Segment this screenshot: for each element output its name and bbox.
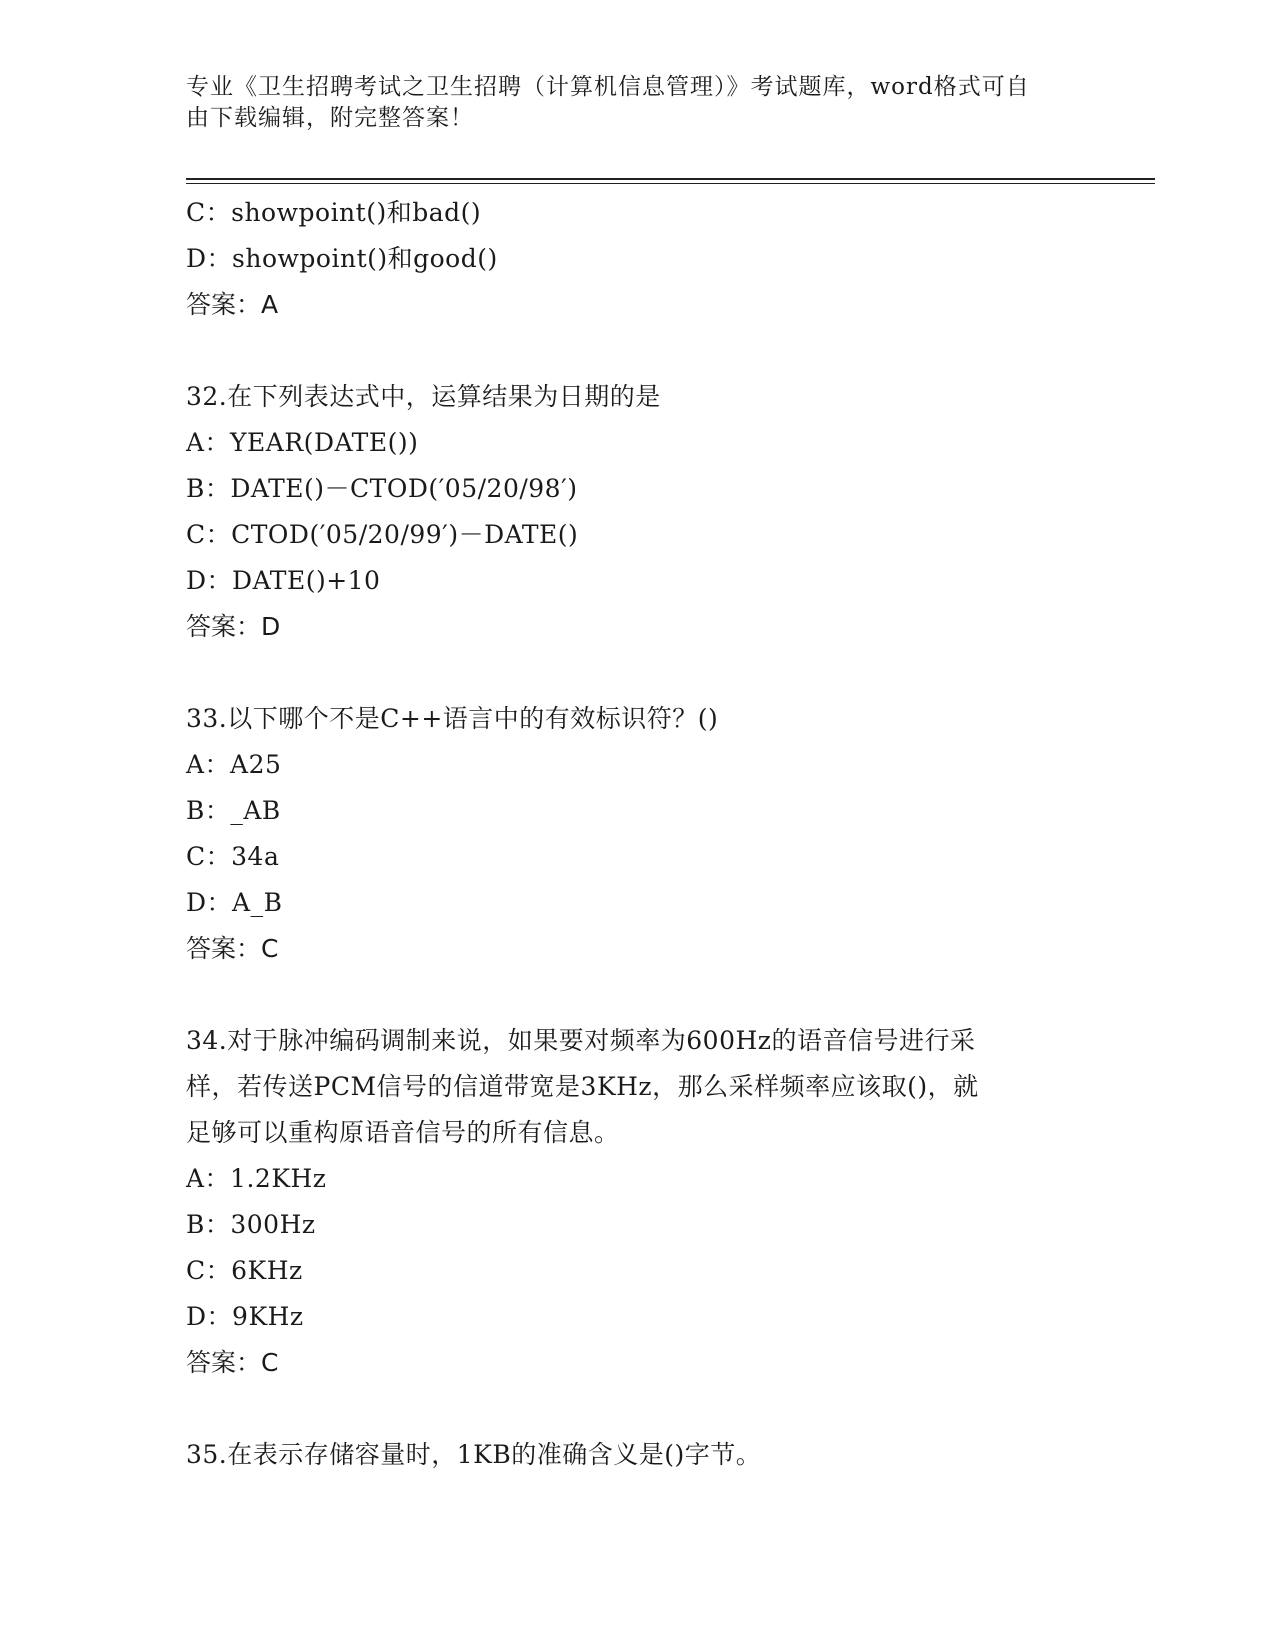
option-d: D：showpoint()和good() xyxy=(186,244,498,273)
option-d: D：A_B xyxy=(186,888,283,917)
question-text: 32.在下列表达式中，运算结果为日期的是 xyxy=(186,382,661,411)
question-34 xyxy=(186,1018,1086,1386)
option-c: C：CTOD(′05/20/99′)－DATE() xyxy=(186,520,579,549)
spacer xyxy=(186,328,1086,374)
option-b: B：DATE()－CTOD(′05/20/98′) xyxy=(186,474,578,503)
question-text-line-3: 足够可以重构原语音信号的所有信息。 xyxy=(186,1118,620,1147)
answer: 答案：A xyxy=(186,290,279,319)
question-35 xyxy=(186,1432,1086,1478)
option-d: D：DATE()+10 xyxy=(186,566,381,595)
option-d: D：9KHz xyxy=(186,1302,304,1331)
question-text: 35.在表示存储容量时，1KB的准确含义是()字节。 xyxy=(186,1440,762,1469)
option-a: A：1.2KHz xyxy=(186,1164,327,1193)
question-32 xyxy=(186,374,1086,650)
option-c: C：6KHz xyxy=(186,1256,303,1285)
answer: 答案：D xyxy=(186,612,281,641)
question-text-line-1: 34.对于脉冲编码调制来说，如果要对频率为600Hz的语音信号进行采 xyxy=(186,1026,976,1055)
option-c: C：showpoint()和bad() xyxy=(186,198,482,227)
answer: 答案：C xyxy=(186,1348,279,1377)
question-list xyxy=(186,190,1086,1478)
header-line-1: 专业《卫生招聘考试之卫生招聘（计算机信息管理）》考试题库，word格式可自 xyxy=(186,74,1030,100)
option-c: C：34a xyxy=(186,842,280,871)
header-rule-thick xyxy=(186,178,1155,180)
option-b: B：_AB xyxy=(186,796,281,825)
header-rule-thin xyxy=(186,183,1155,184)
spacer xyxy=(186,650,1086,696)
option-a: A：YEAR(DATE()) xyxy=(186,428,419,457)
question-31 xyxy=(186,190,1086,328)
header-line-2: 由下载编辑，附完整答案！ xyxy=(186,105,474,131)
page-header xyxy=(186,72,1086,134)
question-33 xyxy=(186,696,1086,972)
option-b: B：300Hz xyxy=(186,1210,316,1239)
question-text-line-2: 样，若传送PCM信号的信道带宽是3KHz，那么采样频率应该取()，就 xyxy=(186,1072,979,1101)
question-text: 33.以下哪个不是C++语言中的有效标识符？() xyxy=(186,704,719,733)
spacer xyxy=(186,972,1086,1018)
option-a: A：A25 xyxy=(186,750,282,779)
answer: 答案：C xyxy=(186,934,279,963)
spacer xyxy=(186,1386,1086,1432)
